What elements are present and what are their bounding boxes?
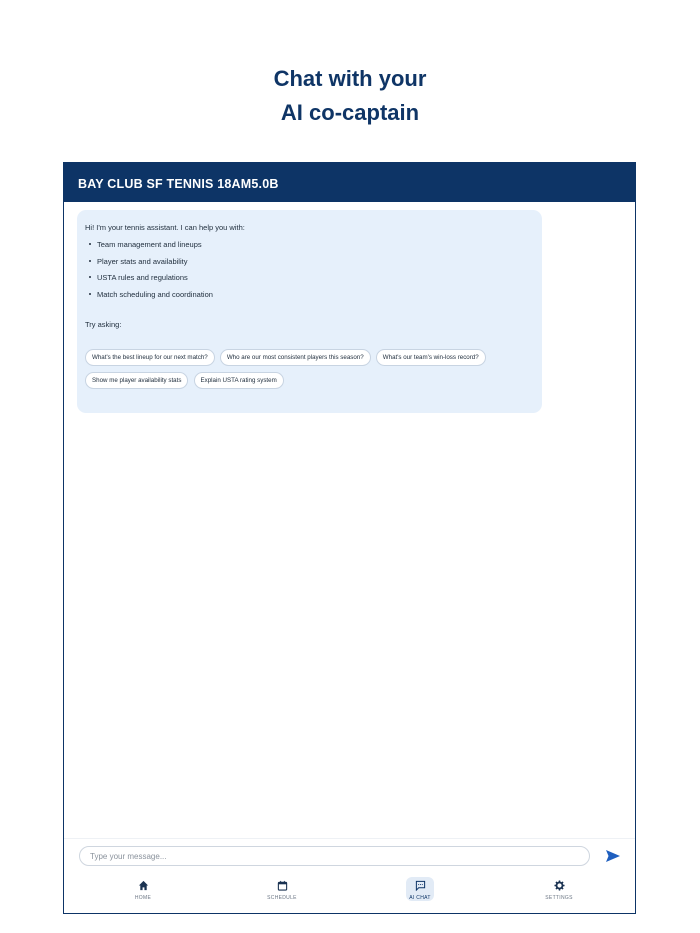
assistant-intro-text: Hi! I'm your tennis assistant. I can help you with: bbox=[85, 223, 245, 232]
gear-icon bbox=[554, 880, 565, 891]
nav-item-schedule[interactable] bbox=[252, 874, 312, 910]
chat-icon bbox=[415, 880, 426, 891]
nav-label-home: HOME bbox=[134, 895, 152, 901]
capability-item: Match scheduling and coordination bbox=[85, 290, 532, 299]
team-name: BAY CLUB SF TENNIS 18AM5.0B bbox=[78, 177, 279, 191]
nav-item-home[interactable] bbox=[113, 874, 173, 910]
calendar-icon bbox=[277, 880, 288, 891]
nav-item-settings[interactable] bbox=[529, 874, 589, 910]
home-icon bbox=[138, 880, 149, 891]
bottom-navigation bbox=[64, 874, 635, 914]
suggestion-chip-win-loss[interactable]: What's our team's win-loss record? bbox=[376, 349, 486, 366]
suggestion-chip-usta-rating[interactable]: Explain USTA rating system bbox=[194, 372, 284, 389]
capabilities-list bbox=[85, 240, 532, 299]
suggestion-chip-consistent-players[interactable]: Who are our most consistent players this season? bbox=[220, 349, 371, 366]
nav-label-schedule: SCHEDULE bbox=[267, 895, 297, 901]
capability-item: Player stats and availability bbox=[85, 257, 532, 266]
device-screen bbox=[63, 162, 636, 914]
message-composer bbox=[64, 838, 635, 875]
send-button[interactable] bbox=[605, 849, 621, 863]
capability-item: USTA rules and regulations bbox=[85, 273, 532, 282]
send-icon bbox=[605, 849, 621, 863]
try-asking-label: Try asking: bbox=[85, 319, 122, 329]
suggestion-chip-availability[interactable]: Show me player availability stats bbox=[85, 372, 188, 389]
app-header bbox=[64, 163, 635, 202]
suggestion-chips bbox=[85, 349, 532, 395]
nav-label-settings: SETTINGS bbox=[545, 895, 573, 901]
promo-title-line-2: AI co-captain bbox=[280, 100, 420, 125]
suggestion-chip-best-lineup[interactable]: What's the best lineup for our next match? bbox=[85, 349, 215, 366]
nav-label-ai-chat: AI CHAT bbox=[409, 895, 431, 901]
promo-title-line-1: Chat with your bbox=[273, 66, 427, 91]
nav-item-ai-chat[interactable] bbox=[390, 874, 450, 910]
capability-item: Team management and lineups bbox=[85, 240, 532, 249]
message-input[interactable] bbox=[79, 846, 590, 866]
assistant-message-bubble bbox=[77, 210, 542, 413]
